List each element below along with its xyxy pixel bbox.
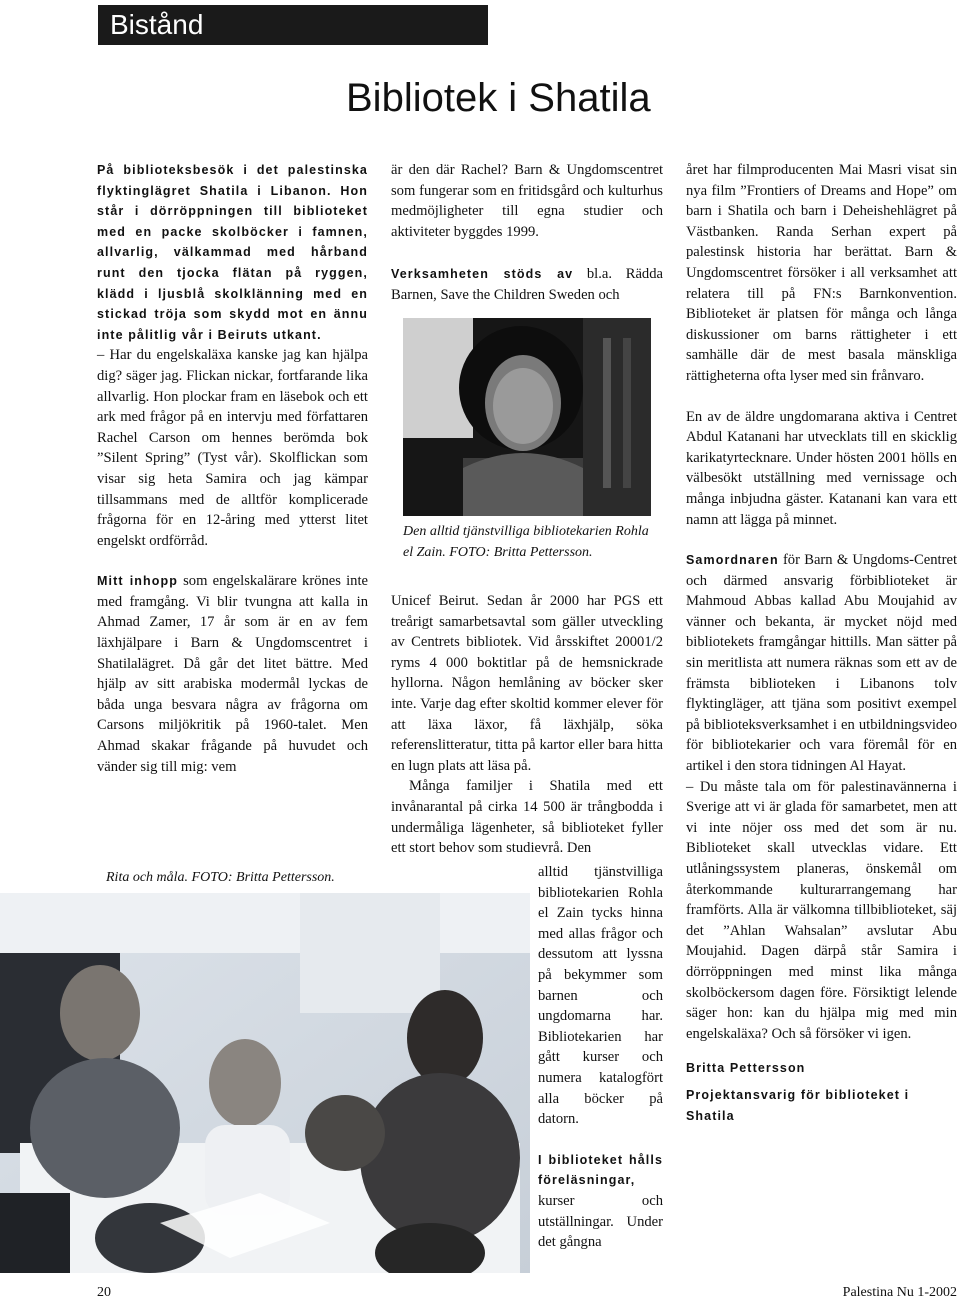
column-2-narrow	[538, 862, 663, 1253]
article-title: Bibliotek i Shatila	[346, 76, 651, 120]
page-number: 20	[97, 1285, 111, 1300]
paragraph-text: som engelskalärare krönes inte med framgång. Vi blir tvungna att kalla in Ahmad Zamer, 17 år som är en av fem läxhjälpare i Barn & Ungdomscentret i Shatilalägret. Då går det litet bättre. Med hjälp av sitt arabiska modermål lyckas de båda unga besvara några av frågorna om Carsons miljökritik på 1960-talet. Men Ahmad skakar frågande på huvudet och vänder sig till mig: vem	[97, 573, 368, 775]
paragraph: Unicef Beirut. Sedan år 2000 har PGS ett treårigt samarbetsavtal som gäller utveckling av Centrets bibliotek. Vid årsskiftet 20001/2 ryms 4 000 boktitlar på de hemsnickrade hyllorna. Någon hemlåning av böcker sker inte. Varje dag efter skoltid kommer elever för att läxa läxor, få läxhjälp, söka referenslitteratur, titta på kartor eller bara hitta en lugn plats att läsa på.	[391, 593, 663, 774]
run-in-lead: Verksamheten stöds av	[391, 267, 574, 282]
paragraph: Många familjer i Shatila med ett invånarantal på cirka 14 500 är trångbodda i undermåliga lägenheter, så biblioteket fyller ett stort behov som studievrå. Den	[391, 778, 663, 857]
photo-caption-children: Rita och måla. FOTO: Britta Pettersson.	[106, 870, 335, 885]
paragraph-text: kurser och utställningar. Under det gångna	[538, 1192, 663, 1251]
paragraph: alltid tjänstvilliga bibliotekarien Rohla el Zain tycks hinna med allas frågor och dessutom att lyssna på bekymmer som barnen och ungdomarna har. Bibliotekarien har gått kurser och numera katalogfört alla böcker på datorn.	[538, 864, 663, 1128]
paragraph: En av de äldre ungdomarana aktiva i Centret Abdul Katanani har utvecklats till en skicklig karikatyrtecknare. Under hösten 2001 hölls en välbesökt utställning med vernissage och många inbjudna gäster. Katanani kan vara ett namn att lägga på minnet.	[686, 408, 957, 528]
run-in-lead: Mitt inhopp	[97, 574, 178, 589]
photo-children-drawing	[0, 893, 530, 1273]
byline-name: Britta Pettersson	[686, 1061, 806, 1076]
run-in-lead: I biblioteket hålls föreläsningar,	[538, 1152, 663, 1188]
column-2	[391, 160, 663, 306]
paragraph: – Du måste tala om för palestinavännerna i Sverige att vi är glada för samarbetet, men att vi inte nöjer oss med det som är nu. Biblioteket skall utvecklas vidare. Ett utlåningssystem planeras, önskemål om återkommande kulturarrangemang har framförts. Alla är välkomna tillbiblioteket, säj det ”Ahlan Wahsalan” avslutar Abu Moujahid. Dagen därpå står Samira i dörröppningen med minst lika många skolböckersom dagen före. Försiktigt lelende säger hon: kan du hjälpa mig med min engelskaläxa? Och så försöker vi igen.	[686, 778, 957, 1042]
paragraph: året har filmproducenten Mai Masri visat sin nya film ”Frontiers of Dreams and Hope” om barn i Shatila och barn i Deheishehlägret på Västbanken. Randa Serhan expert på palestinsk historia har berättat. Barn & Ungdomscentret försöker i all verksamhet att relatera till på FN:s Barnkonvention. Biblioteket är platsen för många och långa diskussioner om barns rättigheter i ett samhälle där de mest basala mänskliga rättigheterna ofta lyser med sin frånvaro.	[686, 162, 957, 384]
photo-children-image	[0, 893, 530, 1273]
photo-librarian-image	[403, 318, 651, 516]
paragraph-text: bl.a. Rädda Barnen, Save the Children Sweden och	[391, 266, 663, 303]
paragraph: är den där Rachel? Barn & Ungdomscentret som fungerar som en fritidsgård och kulturhus medmöjligheter till egna studier och aktiviteter byggdes 1999.	[391, 162, 663, 240]
paragraph	[538, 1150, 663, 1253]
paragraph: – Har du engelskaläxa kanske jag kan hjälpa dig? säger jag. Flickan nickar, fortfarande lika allvarlig. Hon plockar fram en läsebok och ett ark med frågor på en intervju med författaren Rachel Carson om hennes berömda bok ”Silent Spring” (Tyst vår). Skolflickan som visar sig heta Samira och jag kämpar tillsammans med de alltför komplicerade frågorna för en 12-åring med ytterst litet engelskt ordförråd.	[97, 347, 368, 549]
column-1	[97, 160, 368, 777]
photo-caption-librarian: Den alltid tjänstvilliga bibliotekarien Rohla el Zain. FOTO: Britta Pettersson.	[403, 524, 649, 560]
paragraph	[97, 571, 368, 777]
paragraph	[391, 264, 663, 305]
paragraph	[686, 550, 957, 777]
section-header: Bistånd	[98, 5, 488, 45]
photo-librarian	[403, 318, 651, 516]
byline-role: Projektansvarig för biblioteket i Shatila	[686, 1087, 910, 1123]
column-2-continued	[391, 591, 663, 859]
lead-paragraph: På biblioteksbesök i det palestinska flyktinglägret Shatila i Libanon. Hon står i dörröppningen till biblioteket med en packe skolböcker i famnen, allvarlig, välkammad med hårband runt den tjocka flätan på ryggen, klädd i ljusblå skolklänning med en stickad tröja som skydd mot en ännu inte pålitlig vår i Beiruts utkant.	[97, 163, 368, 342]
column-3	[686, 160, 957, 1126]
publication-name: Palestina Nu 1-2002	[842, 1285, 957, 1300]
paragraph-text: för Barn & Ungdoms-Centret och därmed ansvarig förbiblioteket är Mahmoud Abbas kallad Abu Moujahid av vänner och bekanta, är mycket nöjd med bibliotekets framgångar hittills. Man sätter på sin meritlista att numera räknas som ett av de främsta biblioteken i Libanons tolv flyktingläger, att tjäna som positivt exempel på biblioteksverksamhet i en utbildningsvideo för bibliotekarier och vara föremål för en artikel i den stora tidningen Al Hayat.	[686, 552, 957, 775]
run-in-lead: Samordnaren	[686, 553, 779, 568]
